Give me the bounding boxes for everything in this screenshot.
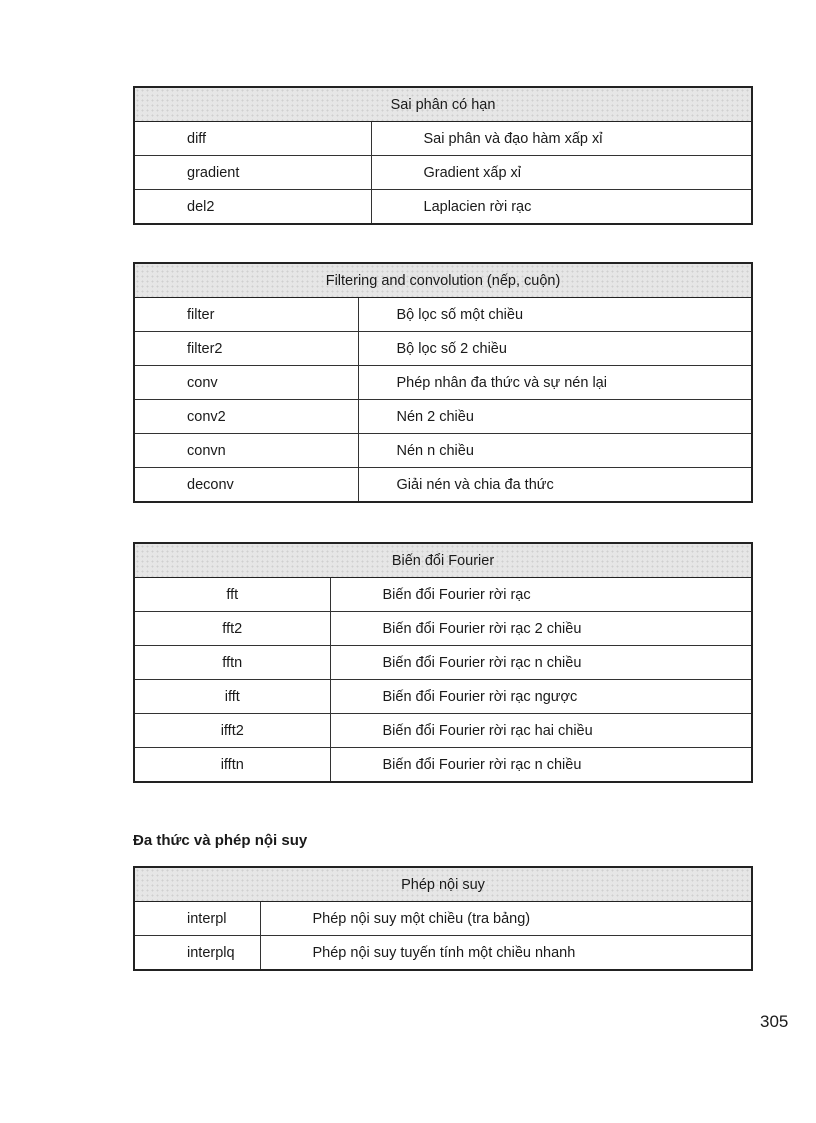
function-description: Bộ lọc số một chiều (358, 298, 752, 332)
table-row (134, 748, 752, 783)
table-row (134, 612, 752, 646)
section-heading: Đa thức và phép nội suy (133, 832, 308, 849)
table-row (134, 122, 752, 156)
table-header: Sai phân có hạn (134, 87, 752, 122)
fourier-transform-table (133, 542, 753, 783)
function-name: deconv (134, 468, 358, 503)
table-row (134, 714, 752, 748)
page-number: 305 (760, 1012, 789, 1031)
function-name: fft2 (134, 612, 330, 646)
function-description: Nén 2 chiều (358, 400, 752, 434)
table-row (134, 298, 752, 332)
table-header: Biến đổi Fourier (134, 543, 752, 578)
function-description: Phép nội suy một chiều (tra bảng) (260, 902, 752, 936)
table-row (134, 578, 752, 612)
interpolation-table (133, 866, 753, 971)
function-description: Sai phân và đạo hàm xấp xỉ (371, 122, 752, 156)
function-description: Giải nén và chia đa thức (358, 468, 752, 503)
function-description: Biến đổi Fourier rời rạc n chiều (330, 646, 752, 680)
function-name: fftn (134, 646, 330, 680)
table-row (134, 400, 752, 434)
table-row (134, 680, 752, 714)
function-name: conv2 (134, 400, 358, 434)
function-name: interplq (134, 936, 260, 971)
table-row (134, 156, 752, 190)
function-description: Biến đổi Fourier rời rạc (330, 578, 752, 612)
function-description: Biến đổi Fourier rời rạc 2 chiều (330, 612, 752, 646)
function-description: Bộ lọc số 2 chiều (358, 332, 752, 366)
function-name: filter (134, 298, 358, 332)
table-row (134, 902, 752, 936)
function-description: Biến đổi Fourier rời rạc n chiều (330, 748, 752, 783)
table-row (134, 434, 752, 468)
function-name: del2 (134, 190, 371, 225)
function-description: Nén n chiều (358, 434, 752, 468)
function-name: conv (134, 366, 358, 400)
function-name: ifftn (134, 748, 330, 783)
table-row (134, 190, 752, 225)
table-row (134, 646, 752, 680)
function-name: filter2 (134, 332, 358, 366)
table-row (134, 468, 752, 503)
function-name: interpl (134, 902, 260, 936)
table-row (134, 366, 752, 400)
function-description: Biến đổi Fourier rời rạc ngược (330, 680, 752, 714)
table-row (134, 332, 752, 366)
function-name: diff (134, 122, 371, 156)
function-description: Phép nội suy tuyến tính một chiều nhanh (260, 936, 752, 971)
filtering-convolution-table (133, 262, 753, 503)
function-description: Phép nhân đa thức và sự nén lại (358, 366, 752, 400)
function-name: gradient (134, 156, 371, 190)
table-header: Phép nội suy (134, 867, 752, 902)
function-name: ifft2 (134, 714, 330, 748)
function-description: Laplacien rời rạc (371, 190, 752, 225)
function-description: Biến đổi Fourier rời rạc hai chiều (330, 714, 752, 748)
function-description: Gradient xấp xỉ (371, 156, 752, 190)
function-name: convn (134, 434, 358, 468)
function-name: fft (134, 578, 330, 612)
function-name: ifft (134, 680, 330, 714)
table-header: Filtering and convolution (nếp, cuộn) (134, 263, 752, 298)
finite-difference-table (133, 86, 753, 225)
table-row (134, 936, 752, 971)
